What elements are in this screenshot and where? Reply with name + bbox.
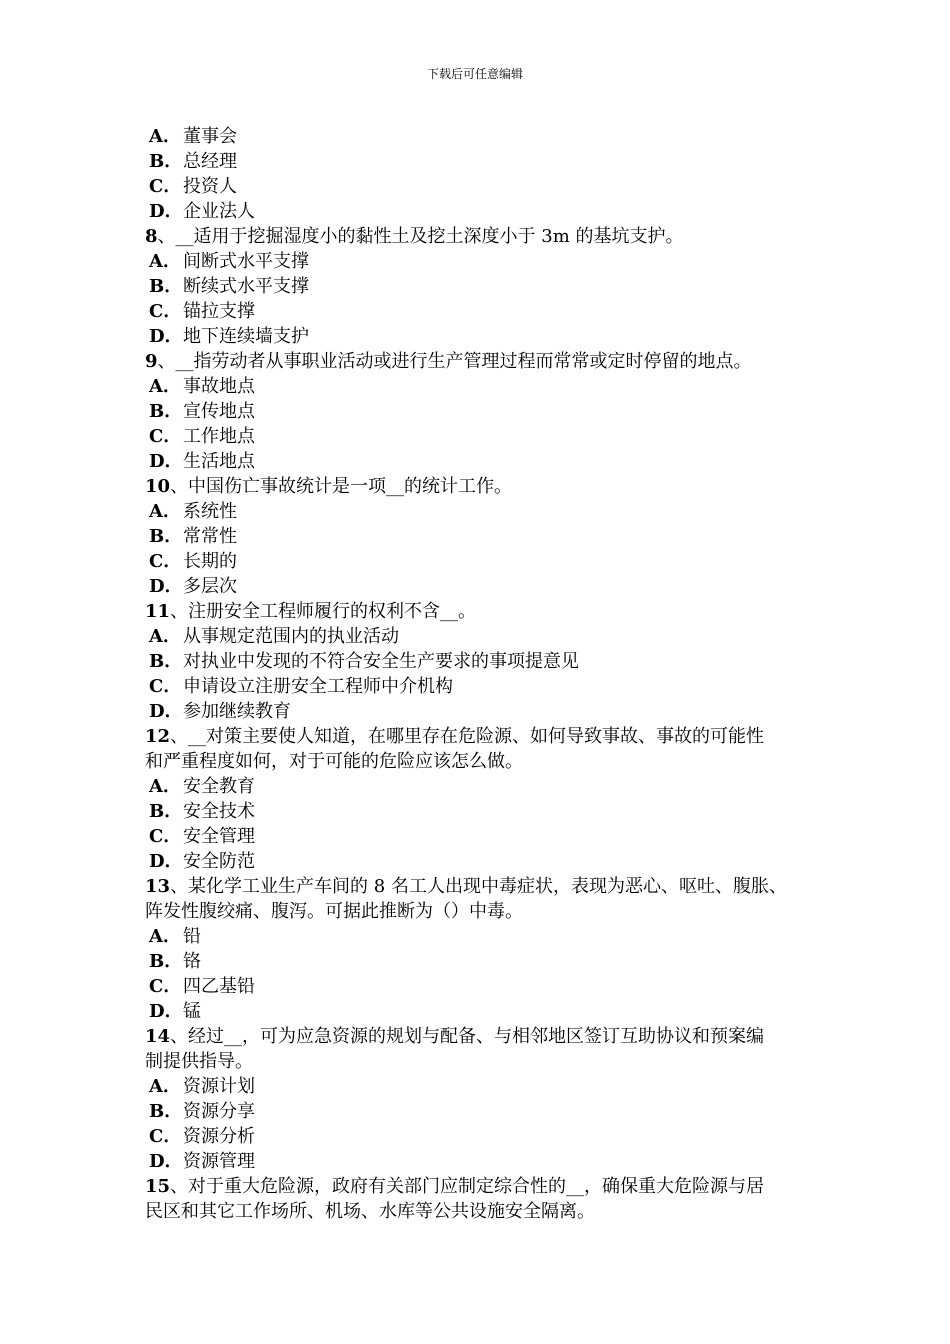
- option-letter: A．: [149, 376, 181, 397]
- option-letter: B．: [149, 151, 183, 172]
- question-line: 、__指劳动者从事职业活动或进行生产管理过程而常常或定时停留的地点。: [157, 351, 752, 372]
- question-text: [145, 899, 825, 924]
- option-letter: C．: [149, 826, 182, 847]
- answer-option: [145, 624, 825, 649]
- question-line: 和严重程度如何，对于可能的危险应该怎么做。: [145, 751, 523, 772]
- answer-option: [145, 399, 825, 424]
- option-text: 系统性: [183, 501, 237, 522]
- option-letter: A．: [149, 251, 181, 272]
- question-line: 民区和其它工作场所、机场、水库等公共设施安全隔离。: [145, 1201, 595, 1222]
- option-letter: C．: [149, 426, 182, 447]
- option-text: 参加继续教育: [183, 701, 291, 722]
- answer-option: [145, 1124, 825, 1149]
- option-letter: D．: [149, 576, 183, 597]
- option-text: 铅: [183, 926, 201, 947]
- option-text: 长期的: [183, 551, 237, 572]
- question-number: 12: [145, 726, 171, 747]
- option-letter: A．: [149, 1076, 181, 1097]
- option-text: 锰: [183, 1001, 201, 1022]
- answer-option: [145, 524, 825, 549]
- question-text: [145, 749, 825, 774]
- answer-option: [145, 999, 825, 1024]
- option-text: 安全防范: [183, 851, 255, 872]
- answer-option: [145, 249, 825, 274]
- option-text: 总经理: [183, 151, 237, 172]
- option-letter: C．: [149, 551, 182, 572]
- answer-option: [145, 1149, 825, 1174]
- option-text: 安全教育: [183, 776, 255, 797]
- answer-option: [145, 649, 825, 674]
- option-letter: D．: [149, 201, 183, 222]
- answer-option: [145, 699, 825, 724]
- question-text: [145, 1174, 825, 1199]
- option-text: 铬: [183, 951, 201, 972]
- answer-option: [145, 124, 825, 149]
- option-letter: B．: [149, 276, 183, 297]
- answer-option: [145, 424, 825, 449]
- question-line: 制提供指导。: [145, 1051, 253, 1072]
- option-text: 企业法人: [183, 201, 255, 222]
- question-number: 13: [145, 876, 171, 897]
- answer-option: [145, 324, 825, 349]
- answer-option: [145, 949, 825, 974]
- question-line: 、某化学工业生产车间的 8 名工人出现中毒症状，表现为恶心、呕吐、腹胀、: [170, 876, 787, 897]
- option-letter: A．: [149, 926, 181, 947]
- option-text: 安全技术: [183, 801, 255, 822]
- answer-option: [145, 149, 825, 174]
- option-text: 多层次: [183, 576, 237, 597]
- question-text: [145, 224, 825, 249]
- answer-option: [145, 924, 825, 949]
- question-text: [145, 874, 825, 899]
- option-letter: B．: [149, 801, 183, 822]
- answer-option: [145, 824, 825, 849]
- question-line: 、__对策主要使人知道，在哪里存在危险源、如何导致事故、事故的可能性: [170, 726, 765, 747]
- option-text: 宣传地点: [183, 401, 255, 422]
- option-letter: D．: [149, 451, 183, 472]
- question-line: 阵发性腹绞痛、腹泻。可据此推断为（）中毒。: [145, 901, 523, 922]
- answer-option: [145, 574, 825, 599]
- answer-option: [145, 299, 825, 324]
- option-letter: D．: [149, 326, 183, 347]
- option-letter: D．: [149, 701, 183, 722]
- question-line: 、注册安全工程师履行的权利不含__。: [170, 601, 477, 622]
- question-line: 、__适用于挖掘湿度小的黏性土及挖土深度小于 3m 的基坑支护。: [157, 226, 684, 247]
- option-text: 间断式水平支撑: [183, 251, 309, 272]
- question-line: 、中国伤亡事故统计是一项__的统计工作。: [170, 476, 513, 497]
- option-text: 资源管理: [183, 1151, 255, 1172]
- option-letter: C．: [149, 676, 182, 697]
- option-letter: B．: [149, 951, 183, 972]
- question-text: [145, 1024, 825, 1049]
- question-number: 9: [145, 351, 158, 372]
- answer-option: [145, 449, 825, 474]
- option-text: 资源分析: [183, 1126, 255, 1147]
- question-number: 15: [145, 1176, 171, 1197]
- option-letter: C．: [149, 301, 182, 322]
- answer-option: [145, 774, 825, 799]
- question-number: 11: [145, 601, 171, 622]
- answer-option: [145, 549, 825, 574]
- question-number: 14: [145, 1026, 171, 1047]
- option-text: 从事规定范围内的执业活动: [183, 626, 399, 647]
- option-letter: C．: [149, 176, 182, 197]
- option-text: 资源分享: [183, 1101, 255, 1122]
- answer-option: [145, 174, 825, 199]
- option-text: 安全管理: [183, 826, 255, 847]
- option-letter: D．: [149, 1151, 183, 1172]
- option-text: 资源计划: [183, 1076, 255, 1097]
- option-text: 对执业中发现的不符合安全生产要求的事项提意见: [183, 651, 579, 672]
- option-letter: A．: [149, 126, 181, 147]
- answer-option: [145, 199, 825, 224]
- answer-option: [145, 1074, 825, 1099]
- option-text: 生活地点: [183, 451, 255, 472]
- question-list: [145, 124, 825, 1224]
- option-text: 地下连续墙支护: [183, 326, 309, 347]
- option-letter: D．: [149, 851, 183, 872]
- answer-option: [145, 274, 825, 299]
- question-number: 8: [145, 226, 158, 247]
- question-line: 、经过__，可为应急资源的规划与配备、与相邻地区签订互助协议和预案编: [170, 1026, 765, 1047]
- option-letter: B．: [149, 651, 183, 672]
- option-letter: B．: [149, 1101, 183, 1122]
- option-text: 断续式水平支撑: [183, 276, 309, 297]
- answer-option: [145, 974, 825, 999]
- option-letter: A．: [149, 626, 181, 647]
- answer-option: [145, 674, 825, 699]
- option-letter: B．: [149, 526, 183, 547]
- answer-option: [145, 1099, 825, 1124]
- option-text: 常常性: [183, 526, 237, 547]
- answer-option: [145, 374, 825, 399]
- option-text: 工作地点: [183, 426, 255, 447]
- option-letter: D．: [149, 1001, 183, 1022]
- option-text: 四乙基铅: [183, 976, 255, 997]
- option-letter: C．: [149, 1126, 182, 1147]
- answer-option: [145, 849, 825, 874]
- question-text: [145, 724, 825, 749]
- option-text: 锚拉支撑: [183, 301, 255, 322]
- question-number: 10: [145, 476, 171, 497]
- question-text: [145, 1199, 825, 1224]
- question-text: [145, 474, 825, 499]
- option-letter: A．: [149, 501, 181, 522]
- option-text: 事故地点: [183, 376, 255, 397]
- question-line: 、对于重大危险源，政府有关部门应制定综合性的__，确保重大危险源与居: [170, 1176, 765, 1197]
- page-header: 下载后可任意编辑: [426, 67, 523, 81]
- question-text: [145, 1049, 825, 1074]
- answer-option: [145, 799, 825, 824]
- option-letter: B．: [149, 401, 183, 422]
- answer-option: [145, 499, 825, 524]
- option-text: 投资人: [183, 176, 237, 197]
- question-text: [145, 349, 825, 374]
- option-letter: C．: [149, 976, 182, 997]
- option-text: 董事会: [183, 126, 237, 147]
- question-text: [145, 599, 825, 624]
- option-letter: A．: [149, 776, 181, 797]
- option-text: 申请设立注册安全工程师中介机构: [183, 676, 453, 697]
